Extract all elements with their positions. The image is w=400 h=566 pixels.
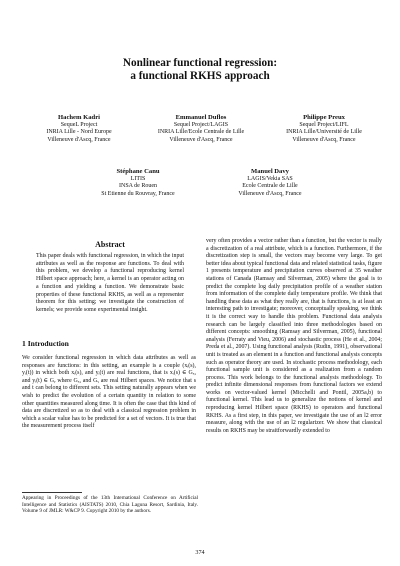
author-affiliation: Sequel Project/LAGIS (173, 121, 229, 128)
author-affiliation: St Etienne du Rouvray, France (101, 190, 175, 197)
author-name: Philippe Preux (303, 114, 345, 121)
author-name: Emmanuel Duflos (175, 114, 227, 121)
title-line-2: a functional RKHS approach (130, 70, 270, 82)
author-affiliation: INRIA Lille/Université de Lille (286, 129, 362, 136)
author-affiliation: INSA de Rouen (119, 183, 157, 190)
abstract-text: This paper deals with functional regression, in which the input attributes as well as the response are functions. To deal with this problem, we develop a functional reproducing kernel Hilbert space approach; here, a kernel is an operator acting on a function and yielding a function. We demonstrate basic properties of these functional RKHS, as well as a representer theorem for this setting; we investigate the construction of kernels; we provide some experimental insight. (36, 253, 184, 313)
author-block (210, 168, 330, 198)
author-affiliation: LITIS (130, 175, 146, 182)
author-affiliation: Villeneuve d'Ascq, France (47, 136, 111, 143)
author-affiliation: Villeneuve d'Ascq, France (169, 136, 233, 143)
author-affiliation: LAGIS/Vekia SAS (247, 175, 293, 182)
author-affiliation: Villeneuve d'Ascq, France (292, 136, 356, 143)
author-block (141, 114, 261, 144)
abstract-heading: Abstract (95, 240, 125, 249)
page-number: 374 (195, 549, 205, 556)
author-affiliation: INRIA Lille/Ecole Centrale de Lille (157, 129, 245, 136)
title-line-1: Nonlinear functional regression: (122, 57, 278, 69)
intro-paragraph: We consider functional regression in which data attributes as well as responses are functions: in this setting, an example is a couple (xᵢ(s), yᵢ(t)) in which both xᵢ(s), and yᵢ(t) are real functions, that is xᵢ(s) ∈ Gₓ, and yᵢ(t) ∈ Gᵧ where Gₓ, and Gᵧ are real Hilbert spaces. We notice that s and t can belong to different sets. This setting naturally appears when we wish to predict the evolution of a certain quantity in relation to some other quantities measured along time. It is often the case that this kind of data are discretized so as to deal with a classical regression problem in which a scalar value has to be predicted for a set of vectors. It is true that the measurement process itself (22, 355, 196, 430)
author-block (264, 114, 384, 144)
author-affiliation: Sequel Project/LIFL (299, 121, 349, 128)
author-affiliation: Villeneuve d'Ascq, France (238, 190, 302, 197)
author-affiliation: Ecole Centrale de Lille (242, 183, 298, 190)
author-name: Stéphane Canu (116, 168, 160, 175)
author-affiliation: SequeL Project (60, 121, 98, 128)
author-affiliation: INRIA Lille - Nord Europe (46, 129, 112, 136)
author-name: Manuel Davy (251, 168, 289, 175)
author-name: Hachem Kadri (58, 114, 100, 121)
author-block (78, 168, 198, 198)
right-column-paragraph: very often provides a vector rather than a function, but the vector is really a discretization of a real attribute, which is a function. Furthermore, if the discretization step is small, the vectors may become very large. To get better idea about typical functional data and related statistical tasks, figure 1 presents temperature and precipitation curves observed at 35 weather stations of Canada (Ramsay and Silverman, 2005) where the goal is to predict the complete log daily precipitation profile of a weather station from information of the complete daily temperature profile. We think that handling these data as what they really are, that is functions, is at least an interesting path to investigate; moreover, conceptually speaking, we think it is the correct way to handle this problem. Functional data analysis research can be largely classified into three methodologies based on different concepts: smoothing (Ramsay and Silverman, 2005), functional analysis (Ferraty and Vieu, 2006) and stochastic process (He et al., 2004; Preda et al., 2007). Using functional analysis (Rudin, 1991), observational unit is treated as an element in a function and functional analysis concepts such as operator theory are used. In stochastic process methodology, each functional sample unit is considered as a realization from a random process. This work belongs to the functional analysis methodology. To predict infinite dimensional responses from functional factors we extend works on vector-valued kernel (Micchelli and Pontil, 2005a,b) to functional kernel. This lead us to generalize the notions of kernel and reproducing kernel Hilbert space (RKHS) to operators and functional RKHS. As a first step, in this paper, we investigate the use of an l2 error measure, along with the use of an l2 regularizer. We show that classical results on RKHS may be straitforwardly extended to (206, 238, 382, 434)
footnote: Appearing in Proceedings of the 13th International Conference on Artificial Intelligence and Statistics (AISTATS) 2010, Chia Laguna Resort, Sardinia, Italy. Volume 9 of JMLR: W&CP 9. Copyright 2010 by the authors. (22, 495, 198, 515)
author-block (24, 114, 134, 144)
paper-title (0, 57, 400, 83)
footnote-rule (22, 492, 82, 493)
section-heading: 1 Introduction (22, 339, 69, 348)
